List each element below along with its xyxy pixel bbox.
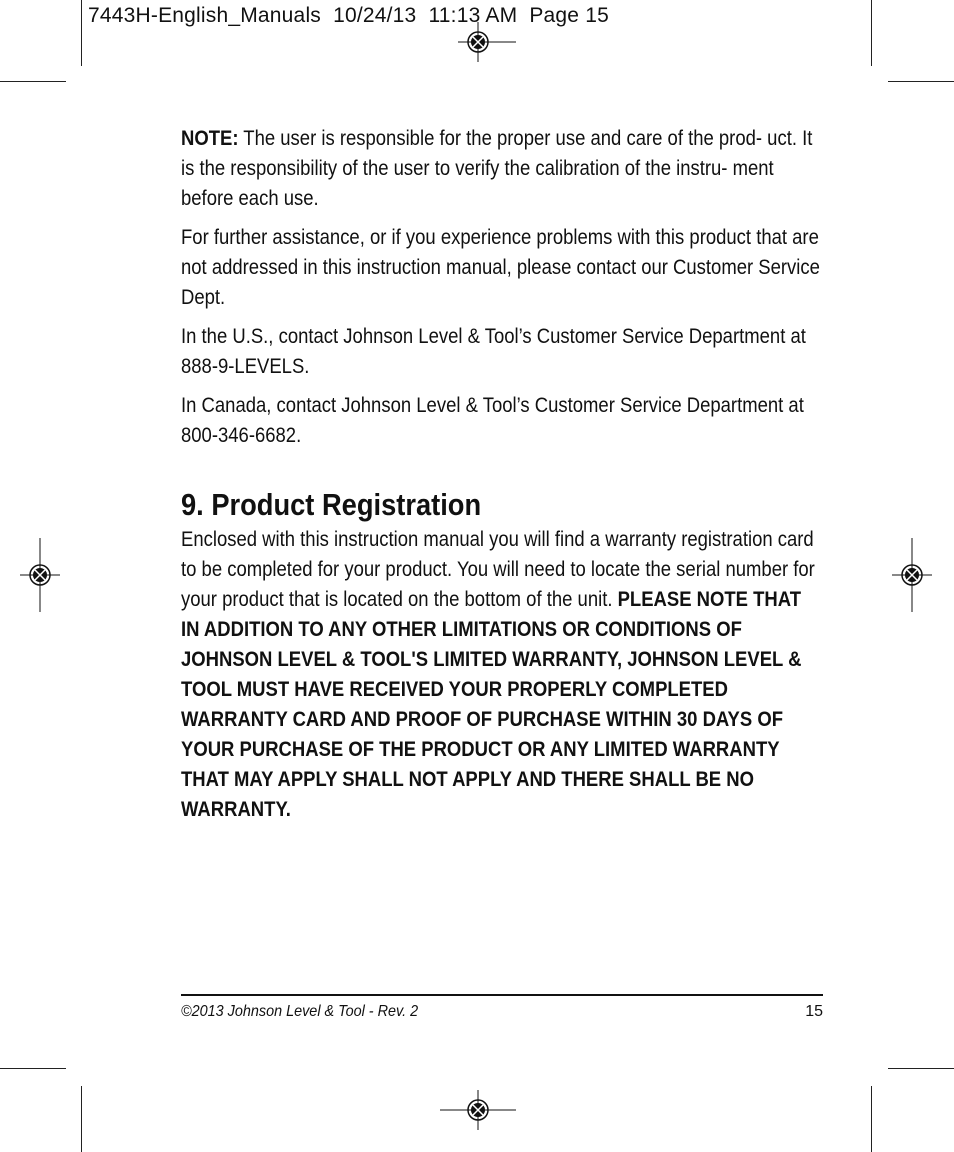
footer-rule xyxy=(181,994,823,996)
registration-text: Enclosed with this instruction manual you will find a warranty registration card to be completed for your product. You will need to locate the serial number for your product that is located on the bottom of the unit. xyxy=(181,528,815,611)
crop-mark-bottom-right-vertical xyxy=(871,1086,872,1152)
registration-paragraph xyxy=(181,525,823,825)
crop-mark-bottom-right-horizontal xyxy=(888,1068,954,1069)
assistance-paragraph: For further assistance, or if you experience problems with this product that are not addressed in this instruction manual, please contact our Customer Service Dept. xyxy=(181,226,820,309)
registration-mark-right-icon xyxy=(892,538,932,612)
crop-mark-top-left-vertical xyxy=(81,0,82,66)
note-text: The user is responsible for the proper use and care of the prod- uct. It is the responsibility of the user to verify the calibration of the instru- ment before each use. xyxy=(181,127,813,210)
registration-mark-bottom-icon xyxy=(440,1090,516,1130)
registration-mark-top-icon xyxy=(458,22,516,62)
crop-mark-bottom-left-horizontal xyxy=(0,1068,66,1069)
crop-mark-top-right-horizontal xyxy=(888,81,954,82)
registration-mark-left-icon xyxy=(20,538,60,612)
warranty-notice: PLEASE NOTE THAT IN ADDITION TO ANY OTHER LIMITATIONS OR CONDITIONS OF JOHNSON LEVEL & TOOL'S LIMITED WARRANTY, JOHNSON LEVEL & TOOL MUST HAVE RECEIVED YOUR PROPERLY COMPLETED WARRANTY CARD AND PROOF OF PURCHASE WITHIN 30 DAYS OF YOUR PURCHASE OF THE PRODUCT OR ANY LIMITED WARRANTY THAT MAY APPLY SHALL NOT APPLY AND THERE SHALL BE NO WARRANTY. xyxy=(181,588,802,821)
note-paragraph xyxy=(181,124,823,214)
manual-page-content xyxy=(181,124,823,834)
crop-mark-top-left-horizontal xyxy=(0,81,66,82)
section-heading: 9. Product Registration xyxy=(181,487,482,522)
crop-mark-bottom-left-vertical xyxy=(81,1086,82,1152)
footer-copyright: ©2013 Johnson Level & Tool - Rev. 2 xyxy=(181,1003,419,1020)
crop-mark-top-right-vertical xyxy=(871,0,872,66)
canada-contact-paragraph: In Canada, contact Johnson Level & Tool’s Customer Service Department at 800-346-6682. xyxy=(181,394,804,447)
us-contact-paragraph: In the U.S., contact Johnson Level & Tool’s Customer Service Department at 888-9-LEVELS. xyxy=(181,325,806,378)
note-label: NOTE: xyxy=(181,127,239,150)
print-slug: 7443H-English_Manuals 10/24/13 11:13 AM Page 15 xyxy=(88,4,609,27)
page-number: 15 xyxy=(805,1003,823,1020)
